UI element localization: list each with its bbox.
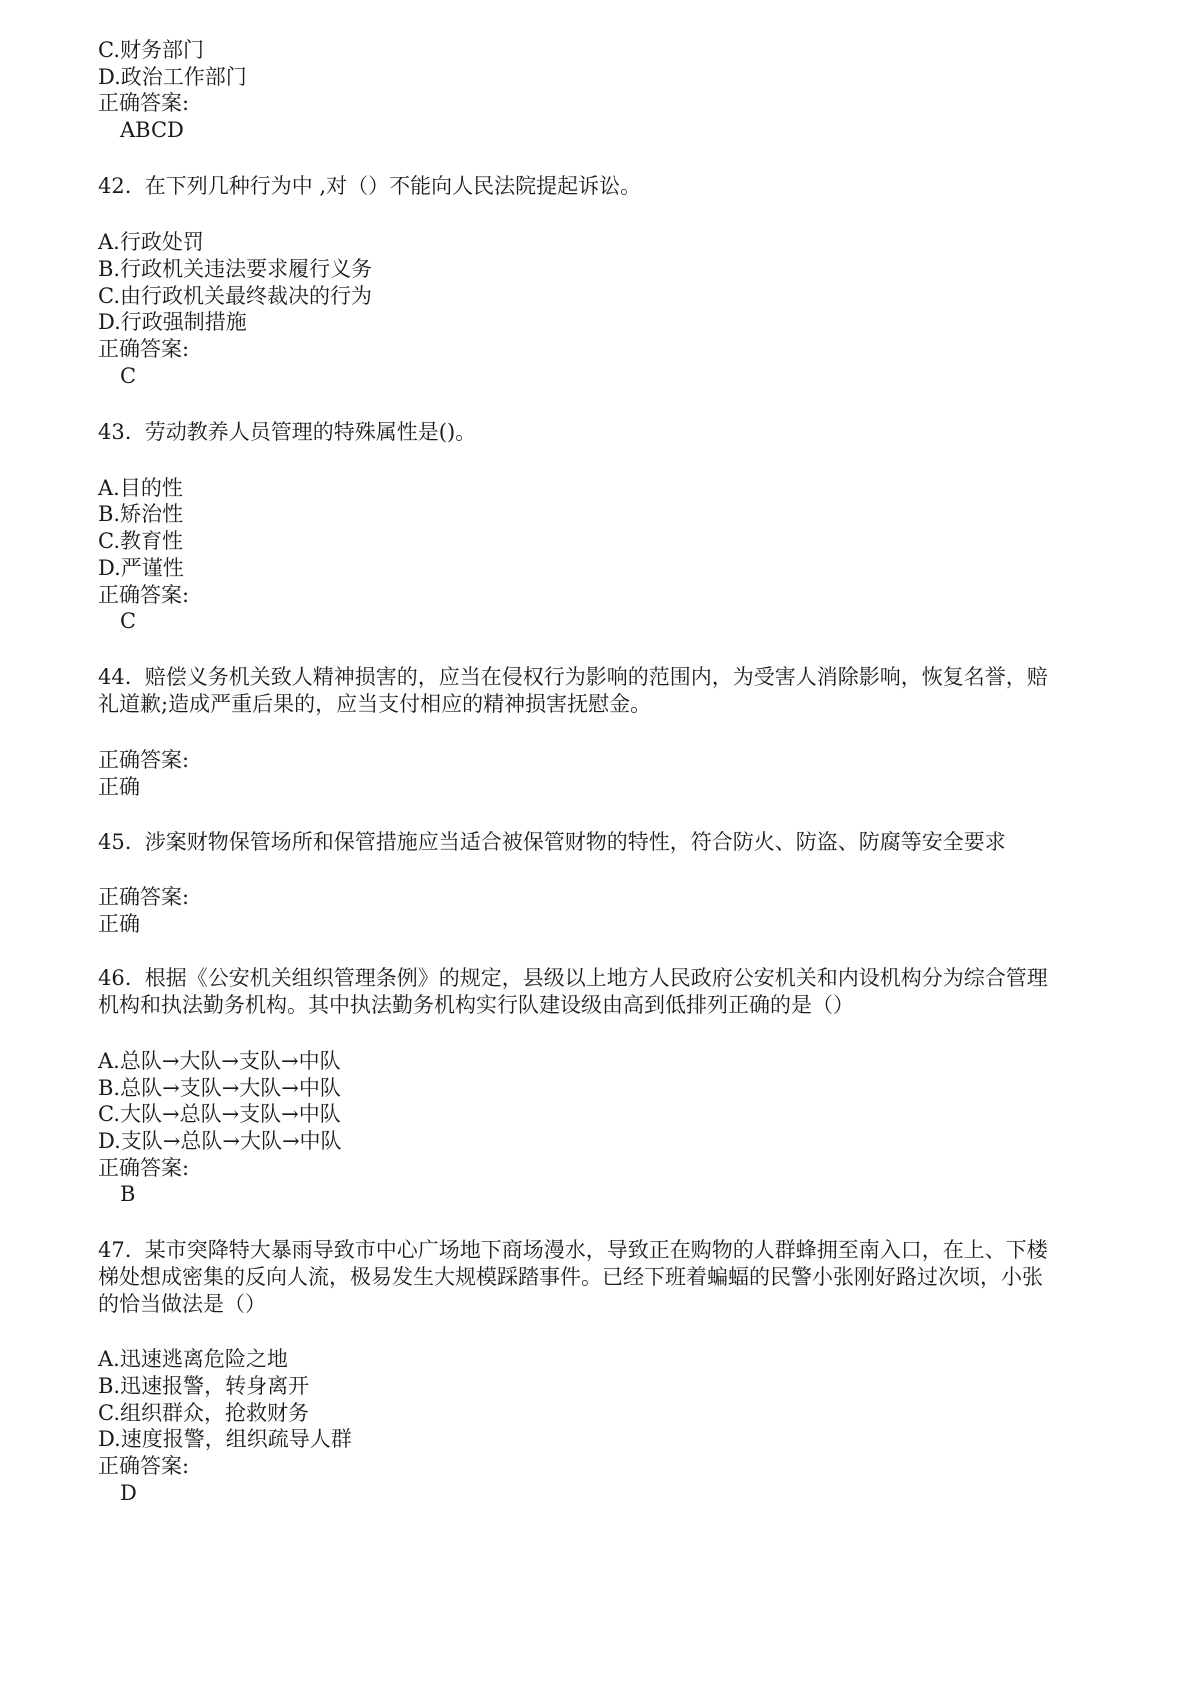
answer-value: C — [120, 609, 137, 633]
answer-value: ABCD — [120, 118, 184, 142]
option-b: B.迅速报警，转身离开 — [98, 1374, 310, 1398]
option-c: C.财务部门 — [98, 38, 204, 62]
question-47-text-cont: 梯处想成密集的反向人流，极易发生大规模踩踏事件。已经下班着蝙蝠的民警小张刚好路过次顷，小张 — [98, 1265, 1043, 1289]
question-44-text-cont: 礼道歉;造成严重后果的，应当支付相应的精神损害抚慰金。 — [98, 692, 652, 716]
answer-label: 正确答案: — [98, 1454, 190, 1478]
question-44-text: 44. 赔偿义务机关致人精神损害的，应当在侵权行为影响的范围内，为受害人消除影响，恢复名誉，赔 — [98, 665, 1048, 689]
answer-label: 正确答案: — [98, 748, 190, 772]
option-d: D.速度报警，组织疏导人群 — [98, 1427, 352, 1451]
answer-value: B — [120, 1182, 136, 1206]
question-47-text-cont: 的恰当做法是（） — [98, 1292, 266, 1316]
option-a: A.迅速逃离危险之地 — [98, 1347, 288, 1371]
answer-label: 正确答案: — [98, 583, 190, 607]
option-a: A.目的性 — [98, 476, 183, 500]
question-45-text: 45. 涉案财物保管场所和保管措施应当适合被保管财物的特性，符合防火、防盗、防腐等安全要求 — [98, 830, 1006, 854]
answer-label: 正确答案: — [98, 337, 190, 361]
question-47-text: 47. 某市突降特大暴雨导致市中心广场地下商场漫水，导致正在购物的人群蜂拥至南入口，在上、下楼 — [98, 1238, 1048, 1262]
answer-value: C — [120, 364, 137, 388]
question-46-text: 46. 根据《公安机关组织管理条例》的规定，县级以上地方人民政府公安机关和内设机构分为综合管理 — [98, 966, 1048, 990]
option-d: D.支队→总队→大队→中队 — [98, 1129, 342, 1153]
option-c: C.组织群众，抢救财务 — [98, 1401, 309, 1425]
option-b: B.行政机关违法要求履行义务 — [98, 257, 373, 281]
option-a: A.行政处罚 — [98, 230, 204, 254]
option-b: B.总队→支队→大队→中队 — [98, 1076, 341, 1100]
answer-label: 正确答案: — [98, 885, 190, 909]
answer-value: 正确 — [98, 775, 140, 799]
option-d: D.严谨性 — [98, 556, 184, 580]
question-46-text-cont: 机构和执法勤务机构。其中执法勤务机构实行队建设级由高到低排列正确的是（） — [98, 993, 854, 1017]
question-43-text: 43. 劳动教养人员管理的特殊属性是()。 — [98, 420, 477, 444]
question-42-text: 42. 在下列几种行为中 ,对（）不能向人民法院提起诉讼。 — [98, 174, 642, 198]
answer-value: 正确 — [98, 912, 140, 936]
option-b: B.矫治性 — [98, 502, 184, 526]
option-d: D.政治工作部门 — [98, 65, 247, 89]
answer-label: 正确答案: — [98, 1156, 190, 1180]
option-d: D.行政强制措施 — [98, 310, 247, 334]
answer-label: 正确答案: — [98, 91, 190, 115]
option-c: C.由行政机关最终裁决的行为 — [98, 284, 372, 308]
answer-value: D — [120, 1481, 137, 1505]
option-c: C.教育性 — [98, 529, 183, 553]
option-a: A.总队→大队→支队→中队 — [98, 1049, 341, 1073]
option-c: C.大队→总队→支队→中队 — [98, 1102, 341, 1126]
